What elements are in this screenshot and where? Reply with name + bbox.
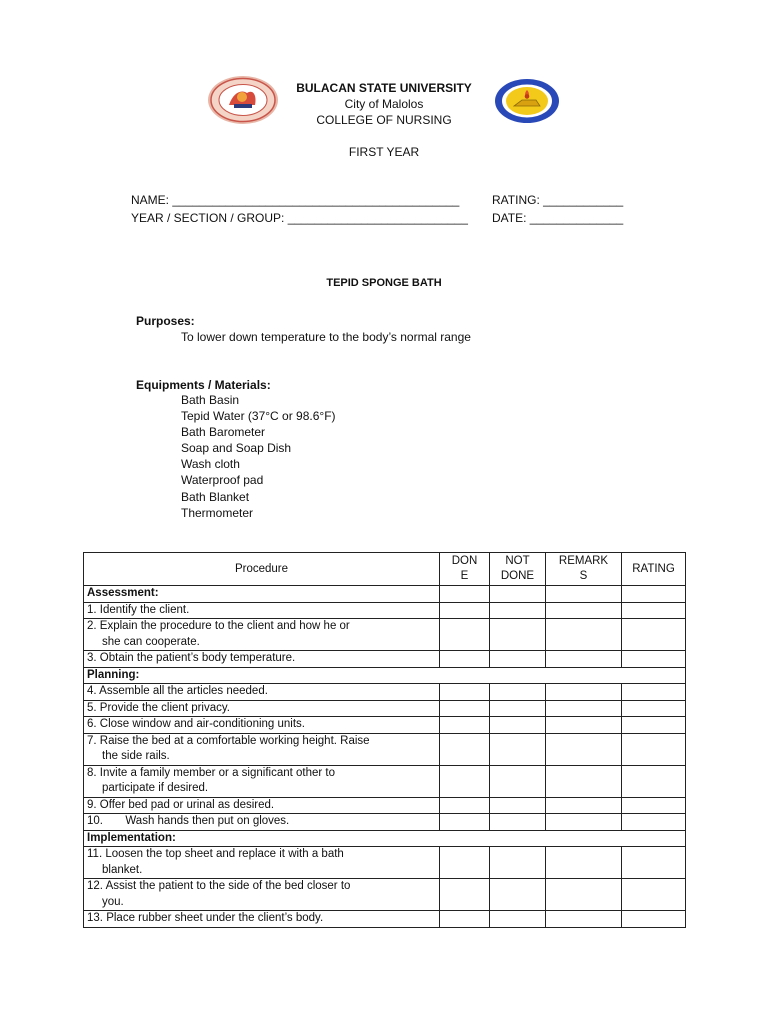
remarks-cell[interactable]: [546, 879, 622, 911]
not-done-cell[interactable]: [490, 651, 546, 668]
table-row: [84, 700, 686, 717]
done-cell[interactable]: [440, 879, 490, 911]
rating-field: [492, 192, 623, 208]
rating-blank: ____________: [543, 193, 624, 207]
equipment-item: Waterproof pad: [181, 473, 264, 488]
year-section-group-label: YEAR / SECTION / GROUP:: [131, 211, 285, 225]
rating-cell[interactable]: [622, 684, 686, 701]
remarks-cell[interactable]: [546, 814, 622, 831]
table-header-row: [84, 553, 686, 586]
step-text: 1. Identify the client.: [84, 602, 440, 619]
not-done-cell[interactable]: [490, 684, 546, 701]
step-text: 12. Assist the patient to the side of the bed closer to you.: [84, 879, 440, 911]
table-row: [84, 814, 686, 831]
done-cell[interactable]: [440, 733, 490, 765]
purposes-label: Purposes:: [136, 314, 195, 328]
rating-cell[interactable]: [622, 911, 686, 928]
date-field: [492, 210, 623, 226]
rating-cell[interactable]: [622, 733, 686, 765]
name-field: [131, 192, 459, 208]
step-text: 3. Obtain the patient’s body temperature.: [84, 651, 440, 668]
table-row: [84, 830, 686, 847]
rating-cell[interactable]: [622, 602, 686, 619]
table-row: [84, 765, 686, 797]
remarks-cell[interactable]: [546, 700, 622, 717]
equipment-item: Wash cloth: [181, 457, 240, 472]
date-blank: ______________: [529, 211, 624, 225]
table-row: [84, 879, 686, 911]
step-text: 5. Provide the client privacy.: [84, 700, 440, 717]
not-done-cell[interactable]: [490, 911, 546, 928]
category-implementation: Implementation:: [84, 830, 686, 847]
header-not-done: NOT DONE: [490, 553, 546, 586]
not-done-cell[interactable]: [490, 733, 546, 765]
table-row: [84, 733, 686, 765]
rating-cell[interactable]: [622, 765, 686, 797]
table-row: [84, 651, 686, 668]
done-cell[interactable]: [440, 586, 490, 603]
not-done-cell[interactable]: [490, 602, 546, 619]
equipment-item: Tepid Water (37°C or 98.6°F): [181, 409, 336, 424]
step-text: 10. Wash hands then put on gloves.: [84, 814, 440, 831]
equipment-item: Bath Blanket: [181, 489, 250, 504]
year-section-group-blank: ___________________________: [287, 211, 468, 225]
done-cell[interactable]: [440, 765, 490, 797]
done-cell[interactable]: [440, 797, 490, 814]
done-cell[interactable]: [440, 847, 490, 879]
done-cell[interactable]: [440, 717, 490, 734]
remarks-cell[interactable]: [546, 847, 622, 879]
purposes-text: To lower down temperature to the body’s normal range: [181, 330, 471, 344]
table-row: [84, 797, 686, 814]
year-section-group-field: [131, 210, 468, 226]
done-cell[interactable]: [440, 602, 490, 619]
table-row: [84, 847, 686, 879]
step-text: 11. Loosen the top sheet and replace it with a bath blanket.: [84, 847, 440, 879]
rating-cell[interactable]: [622, 797, 686, 814]
rating-cell[interactable]: [622, 814, 686, 831]
equipment-label: Equipments / Materials:: [136, 378, 271, 392]
done-cell[interactable]: [440, 651, 490, 668]
equipment-item: Bath Basin: [181, 393, 240, 407]
equipment-item: Bath Barometer: [181, 425, 266, 440]
rating-cell[interactable]: [622, 847, 686, 879]
table-row: [84, 586, 686, 603]
rating-cell[interactable]: [622, 619, 686, 651]
done-cell[interactable]: [440, 814, 490, 831]
step-text: 6. Close window and air-conditioning units.: [84, 717, 440, 734]
remarks-cell[interactable]: [546, 651, 622, 668]
remarks-cell[interactable]: [546, 684, 622, 701]
step-text: 4. Assemble all the articles needed.: [84, 684, 440, 701]
svg-text:●: ●: [524, 93, 530, 100]
table-row: [84, 684, 686, 701]
step-text: 8. Invite a family member or a significant other to participate if desired.: [84, 765, 440, 797]
remarks-cell[interactable]: [546, 586, 622, 603]
done-cell[interactable]: [440, 700, 490, 717]
name-blank: ___________________________________________: [172, 193, 460, 207]
done-cell[interactable]: [440, 911, 490, 928]
header-rating: RATING: [622, 553, 686, 586]
document-title: TEPID SPONGE BATH: [326, 277, 442, 289]
category-planning: Planning:: [84, 667, 686, 684]
table-row: [84, 667, 686, 684]
not-done-cell[interactable]: [490, 879, 546, 911]
table-row: [84, 619, 686, 651]
header-done: DON E: [440, 553, 490, 586]
name-label: NAME:: [131, 193, 170, 207]
rating-cell[interactable]: [622, 879, 686, 911]
remarks-cell[interactable]: [546, 717, 622, 734]
remarks-cell[interactable]: [546, 602, 622, 619]
date-label: DATE:: [492, 211, 527, 225]
rating-cell[interactable]: [622, 700, 686, 717]
college-name: COLLEGE OF NURSING: [316, 113, 452, 127]
remarks-cell[interactable]: [546, 765, 622, 797]
step-text: 7. Raise the bed at a comfortable working height. Raise the side rails.: [84, 733, 440, 765]
step-text: 13. Place rubber sheet under the client’s body.: [84, 911, 440, 928]
header-procedure: Procedure: [84, 553, 440, 586]
procedure-checklist-table: [83, 552, 686, 928]
not-done-cell[interactable]: [490, 700, 546, 717]
not-done-cell[interactable]: [490, 717, 546, 734]
not-done-cell[interactable]: [490, 847, 546, 879]
table-row: [84, 911, 686, 928]
city-name: City of Malolos: [344, 97, 424, 111]
remarks-cell[interactable]: [546, 797, 622, 814]
not-done-cell[interactable]: [490, 814, 546, 831]
step-text: 2. Explain the procedure to the client and how he or she can cooperate.: [84, 619, 440, 651]
equipment-item: Soap and Soap Dish: [181, 441, 292, 456]
equipment-list: [181, 392, 336, 521]
equipment-item: Thermometer: [181, 505, 254, 520]
rating-cell[interactable]: [622, 651, 686, 668]
not-done-cell[interactable]: [490, 586, 546, 603]
header-remarks: REMARK S: [546, 553, 622, 586]
rating-cell[interactable]: [622, 717, 686, 734]
not-done-cell[interactable]: [490, 619, 546, 651]
done-cell[interactable]: [440, 619, 490, 651]
remarks-cell[interactable]: [546, 911, 622, 928]
university-name: BULACAN STATE UNIVERSITY: [296, 81, 472, 95]
table-row: [84, 717, 686, 734]
table-row: [84, 602, 686, 619]
remarks-cell[interactable]: [546, 733, 622, 765]
category-assessment: Assessment:: [84, 586, 440, 603]
rating-label: RATING:: [492, 193, 540, 207]
year-level: FIRST YEAR: [348, 145, 420, 159]
done-cell[interactable]: [440, 684, 490, 701]
remarks-cell[interactable]: [546, 619, 622, 651]
not-done-cell[interactable]: [490, 765, 546, 797]
step-text: 9. Offer bed pad or urinal as desired.: [84, 797, 440, 814]
rating-cell[interactable]: [622, 586, 686, 603]
not-done-cell[interactable]: [490, 797, 546, 814]
